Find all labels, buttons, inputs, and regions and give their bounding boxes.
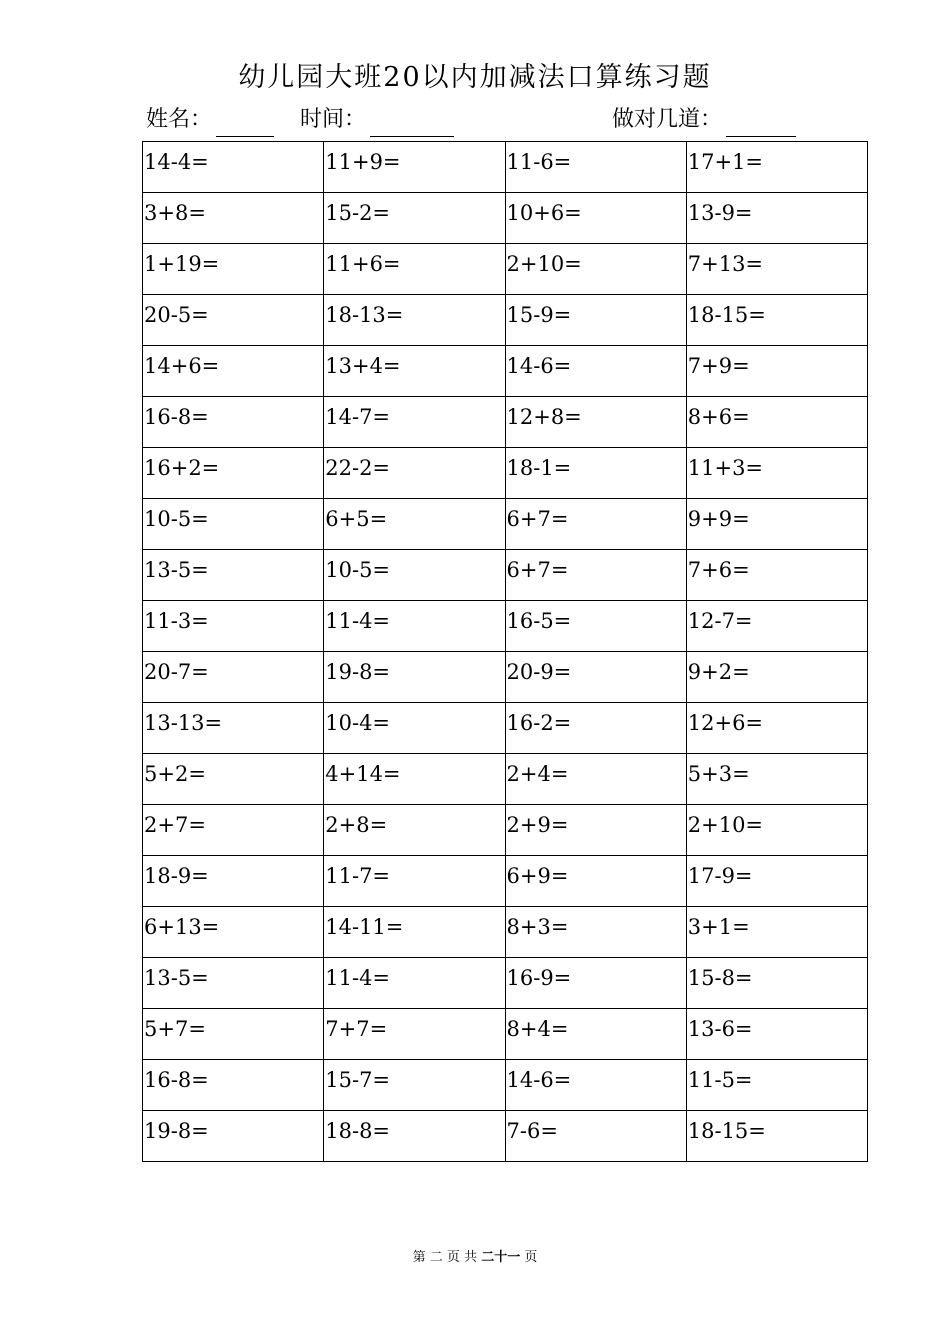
problem-cell: 6+9= [505,856,686,907]
problem-cell: 18-9= [143,856,324,907]
problem-cell: 18-15= [686,1111,867,1162]
problem-cell: 14-11= [324,907,505,958]
problem-cell: 12+6= [686,703,867,754]
problem-cell: 16+2= [143,448,324,499]
problem-cell: 11-6= [505,142,686,193]
problem-cell: 5+7= [143,1009,324,1060]
time-field [300,103,454,137]
problem-cell: 9+2= [686,652,867,703]
problem-cell: 11-7= [324,856,505,907]
problem-cell: 10-5= [143,499,324,550]
problem-cell: 13-5= [143,550,324,601]
problem-cell: 7-6= [505,1111,686,1162]
worksheet-title: 幼儿园大班20以内加减法口算练习题 [238,62,712,93]
problem-grid-body [143,142,868,1162]
problem-row [143,652,868,703]
problem-row [143,499,868,550]
footer-total-pages: 二十一 [481,1250,521,1265]
problem-cell: 6+5= [324,499,505,550]
problem-cell: 14-6= [505,1060,686,1111]
problem-cell: 12+8= [505,397,686,448]
problem-cell: 7+9= [686,346,867,397]
problem-cell: 16-2= [505,703,686,754]
problem-cell: 16-5= [505,601,686,652]
problem-cell: 5+2= [143,754,324,805]
problem-cell: 3+8= [143,193,324,244]
problem-cell: 20-9= [505,652,686,703]
problem-cell: 10-4= [324,703,505,754]
problem-row [143,244,868,295]
problem-cell: 11+9= [324,142,505,193]
problem-cell: 6+13= [143,907,324,958]
footer-prefix: 第 二 页 共 [412,1250,482,1265]
problem-row [143,754,868,805]
correct-count-blank [726,110,796,137]
problem-cell: 11+3= [686,448,867,499]
problem-cell: 6+7= [505,550,686,601]
problem-cell: 2+10= [686,805,867,856]
problem-cell: 14+6= [143,346,324,397]
problem-cell: 14-6= [505,346,686,397]
problem-cell: 12-7= [686,601,867,652]
problem-grid [142,141,868,1162]
problem-cell: 7+7= [324,1009,505,1060]
problem-row [143,550,868,601]
problem-cell: 2+7= [143,805,324,856]
name-blank [216,110,274,137]
problem-cell: 18-8= [324,1111,505,1162]
problem-cell: 8+3= [505,907,686,958]
name-field [146,103,274,137]
problem-row [143,907,868,958]
problem-row [143,703,868,754]
student-info-row [0,103,950,137]
problem-cell: 11-5= [686,1060,867,1111]
problem-cell: 11-4= [324,958,505,1009]
problem-cell: 6+7= [505,499,686,550]
correct-count-field [612,103,796,137]
problem-cell: 22-2= [324,448,505,499]
problem-row [143,856,868,907]
problem-cell: 13-13= [143,703,324,754]
problem-row [143,958,868,1009]
problem-cell: 10-5= [324,550,505,601]
time-blank [370,110,454,137]
problem-cell: 5+3= [686,754,867,805]
problem-cell: 14-7= [324,397,505,448]
problem-cell: 15-9= [505,295,686,346]
problem-cell: 4+14= [324,754,505,805]
problem-cell: 10+6= [505,193,686,244]
problem-cell: 13-9= [686,193,867,244]
time-label: 时间： [300,107,367,132]
problem-row [143,346,868,397]
problem-cell: 7+13= [686,244,867,295]
problem-cell: 8+4= [505,1009,686,1060]
problem-cell: 15-2= [324,193,505,244]
problem-row [143,1060,868,1111]
problem-row [143,805,868,856]
problem-cell: 15-8= [686,958,867,1009]
problem-cell: 8+6= [686,397,867,448]
problem-cell: 16-8= [143,1060,324,1111]
problem-cell: 19-8= [143,1111,324,1162]
page-footer [0,1249,950,1267]
problem-cell: 3+1= [686,907,867,958]
problem-cell: 18-15= [686,295,867,346]
problem-row [143,142,868,193]
problem-cell: 16-8= [143,397,324,448]
problem-cell: 15-7= [324,1060,505,1111]
problem-cell: 13-6= [686,1009,867,1060]
problem-cell: 11+6= [324,244,505,295]
problem-cell: 20-7= [143,652,324,703]
problem-cell: 9+9= [686,499,867,550]
problem-cell: 13+4= [324,346,505,397]
problem-cell: 17+1= [686,142,867,193]
problem-cell: 11-3= [143,601,324,652]
footer-suffix: 页 [520,1250,538,1265]
problem-cell: 2+10= [505,244,686,295]
problem-cell: 14-4= [143,142,324,193]
problem-cell: 1+19= [143,244,324,295]
problem-row [143,397,868,448]
problem-cell: 19-8= [324,652,505,703]
problem-row [143,295,868,346]
problem-cell: 16-9= [505,958,686,1009]
problem-cell: 20-5= [143,295,324,346]
problem-row [143,448,868,499]
problem-cell: 7+6= [686,550,867,601]
problem-cell: 13-5= [143,958,324,1009]
problem-row [143,601,868,652]
problem-row [143,1009,868,1060]
problem-cell: 2+8= [324,805,505,856]
problem-cell: 18-13= [324,295,505,346]
problem-row [143,1111,868,1162]
problem-cell: 18-1= [505,448,686,499]
name-label: 姓名： [146,107,213,132]
problem-cell: 2+4= [505,754,686,805]
problem-cell: 2+9= [505,805,686,856]
problem-row [143,193,868,244]
problem-cell: 17-9= [686,856,867,907]
problem-cell: 11-4= [324,601,505,652]
correct-count-label: 做对几道： [612,107,723,132]
